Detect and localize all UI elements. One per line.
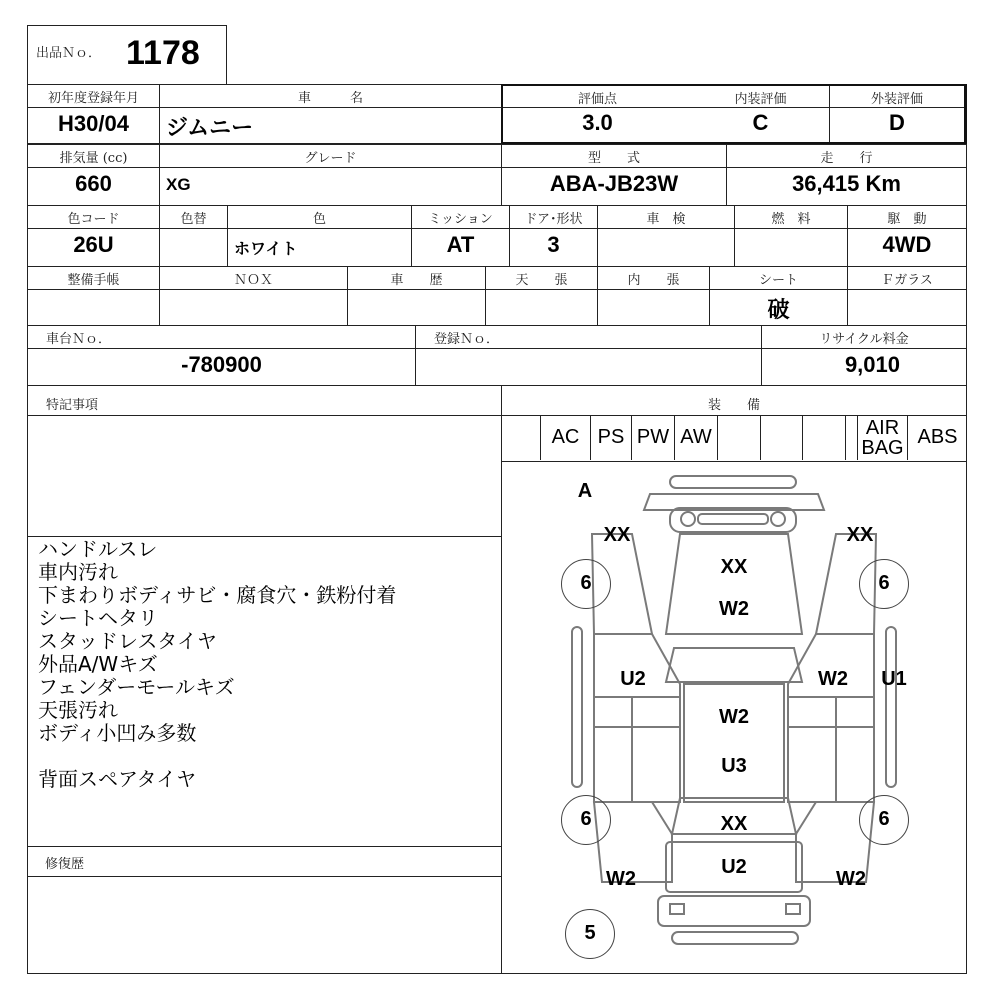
repair-label: 修復歴 [45,857,85,872]
grading-divider [503,107,964,108]
interior-grade-label: 内装評価 [734,92,787,107]
interior-trim-label: 内 張 [627,273,680,288]
equipment-blank-4 [803,416,846,460]
remarks-text: ハンドルスレ 車内汚れ 下まわりボディサビ・腐食穴・鉄粉付着 シートヘタリ スタッドレスタイヤ 外品A/Wキズ フェンダーモールキズ 天張汚れ ボディ小凹み多数 背面スペアタイヤ [38,537,397,791]
hood-mark-2: W2 [719,598,749,620]
rear-bumper [658,896,810,926]
maintenance-cell [27,266,160,326]
color-code-value: 26U [73,232,114,257]
fuel-cell [734,205,848,267]
lot-number-label: 出品Ｎｏ． [36,46,102,61]
roof-label: 天 張 [515,273,568,288]
mileage-cell [726,144,967,206]
tire-front-right: 6 [859,559,909,609]
row2-divider [27,167,967,168]
grade-value: XG [166,175,191,194]
model-value: ABA-JB23W [549,171,679,196]
equipment-airbag: AIR BAG [858,416,908,460]
score-value: 3.0 [582,110,613,135]
rear-bumper-bottom [672,932,798,944]
roof-mark-2: U3 [721,755,747,777]
tire-rear-left: 6 [561,795,611,845]
lot-number-box [27,25,227,85]
front-bumper-top [670,476,796,488]
rr-quarter-mark: W2 [836,868,866,890]
color-code-cell [27,205,160,267]
glass-cell [847,266,967,326]
inspection-label: 車 検 [646,212,686,227]
row5-divider [27,348,967,349]
mileage-value: 36,415 Km [792,171,901,196]
recycle-cell [761,325,967,386]
glass-label: Ｆガラス [881,273,933,288]
remarks-divider [27,415,502,416]
registration-cell [27,84,160,144]
car-name-value: ジムニー [166,115,254,140]
rear-right-lamp [786,904,800,914]
equipment-blank-1 [501,416,541,460]
windshield [666,648,802,682]
front-mark: A [577,480,593,502]
remarks-label: 特記事項 [46,398,99,413]
rear-glass-mark: XX [720,813,748,835]
drive-label: 駆 動 [887,212,927,227]
fuel-label: 燃 料 [771,212,811,227]
car-name-label: 車 名 [297,91,363,106]
right-side-strip [886,627,896,787]
chassis-value: -780900 [181,352,262,377]
color-cell [227,205,412,267]
score-cell [503,86,693,142]
inspection-cell [597,205,735,267]
grade-label: グレード [304,151,357,166]
interior-grade-cell [692,86,830,142]
door-label: ドア･形状 [524,212,583,227]
tire-front-left: 6 [561,559,611,609]
equipment-abs: ABS [917,426,958,448]
equipment-blank-3 [761,416,803,460]
history-label: 車 歴 [390,273,443,288]
repair-header-divider [27,876,502,877]
interior-trim-cell [597,266,710,326]
history-cell [347,266,486,326]
exterior-grade-value: D [889,110,905,135]
row3-divider [27,228,967,229]
seat-cell [709,266,848,326]
nox-cell [159,266,348,326]
right-door-mark: W2 [818,668,848,690]
mileage-label: 走 行 [820,151,873,166]
repair-divider [27,846,502,847]
score-label: 評価点 [577,92,617,107]
grade-cell [159,144,502,206]
displacement-value: 660 [75,171,112,196]
registration-value: H30/04 [58,111,129,136]
displacement-label: 排気量 (cc) [59,151,128,166]
interior-grade-value: C [752,110,769,135]
chassis-label: 車台Ｎｏ． [46,332,112,347]
model-cell [501,144,727,206]
left-side-strip [572,627,582,787]
door-value: 3 [547,232,560,257]
drive-cell [847,205,967,267]
roof-mark-1: W2 [719,706,749,728]
maintenance-label: 整備手帳 [67,273,120,288]
lot-number-value: 1178 [126,34,200,72]
roof-cell [485,266,598,326]
equipment-blank-5 [846,416,858,460]
chassis-cell [27,325,416,386]
door-cell [509,205,598,267]
seat-value: 破 [767,297,790,322]
equipment-aw: AW [675,416,718,460]
tire-rear-right: 6 [859,795,909,845]
mission-value: AT [446,232,475,257]
fr-fender-mark: XX [846,524,874,546]
car-name-cell [159,84,502,144]
seat-label: シート [758,273,798,288]
tire-spare: 5 [565,909,615,959]
equipment-ps: PS [591,416,632,460]
recycle-value: 9,010 [844,352,900,377]
back-door-mark: U2 [721,856,747,878]
left-door-mark: U2 [620,668,646,690]
equipment-ac: AC [541,416,591,460]
row1-divider [27,107,502,108]
recycle-label: リサイクル料金 [819,332,909,347]
right-side-mark: U1 [881,668,907,690]
color-label: 色 [312,212,326,227]
exterior-grade-cell [830,86,964,142]
equipment-row [501,416,967,461]
front-right-light [771,512,785,526]
mission-cell [411,205,510,267]
rl-quarter-mark: W2 [606,868,636,890]
regno-cell [415,325,762,386]
right-side [788,634,874,802]
rear-left-lamp [670,904,684,914]
recolor-label: 色替 [180,212,207,227]
regno-label: 登録Ｎｏ． [434,332,500,347]
recolor-cell [159,205,228,267]
front-emblem [698,514,768,524]
left-side [594,634,680,802]
exterior-grade-label: 外装評価 [870,92,923,107]
equipment-blank-2 [718,416,761,460]
registration-label: 初年度登録年月 [47,91,139,106]
drive-value: 4WD [882,232,932,257]
nox-label: ＮＯＸ [233,273,273,288]
color-code-label: 色コード [67,212,120,227]
mission-label: ミッション [428,212,493,227]
roof [684,684,784,802]
front-left-light [681,512,695,526]
equipment-label: 装 備 [707,398,760,413]
hood-mark-1: XX [720,556,748,578]
equipment-pw: PW [632,416,675,460]
model-label: 型 式 [587,151,640,166]
displacement-cell [27,144,160,206]
row4-divider [27,289,967,290]
fl-fender-mark: XX [603,524,631,546]
color-value: ホワイト [234,241,298,258]
